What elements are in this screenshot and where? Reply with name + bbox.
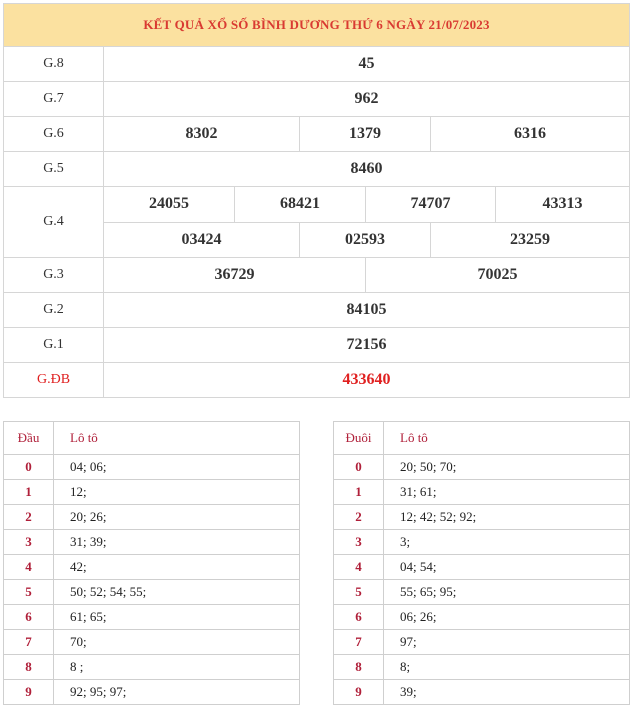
row-loto-values: 61; 65; [54, 605, 300, 630]
table-row [4, 630, 300, 655]
prize-number: 70025 [366, 257, 630, 292]
row-loto-values: 42; [54, 555, 300, 580]
prize-number: 23259 [431, 222, 630, 257]
row-loto-values: 8 ; [54, 655, 300, 680]
row-loto-values: 20; 26; [54, 505, 300, 530]
prize-number: 02593 [300, 222, 431, 257]
prize-label-g8: G.8 [4, 47, 104, 82]
row-digit: 7 [334, 630, 384, 655]
column-header-head: Đầu [4, 422, 54, 455]
row-digit: 8 [334, 655, 384, 680]
table-row [4, 455, 300, 480]
table-row [4, 480, 300, 505]
row-loto-values: 92; 95; 97; [54, 680, 300, 705]
prize-label-g6: G.6 [4, 117, 104, 152]
row-digit: 9 [334, 680, 384, 705]
prize-number: 1379 [300, 117, 431, 152]
table-row [4, 580, 300, 605]
loto-head-table [3, 421, 300, 705]
prize-number: 36729 [104, 257, 366, 292]
table-row [334, 480, 630, 505]
row-digit: 2 [4, 505, 54, 530]
row-digit: 3 [334, 530, 384, 555]
row-digit: 2 [334, 505, 384, 530]
row-loto-values: 06; 26; [384, 605, 630, 630]
table-row [4, 655, 300, 680]
row-digit: 5 [334, 580, 384, 605]
prize-number: 74707 [366, 187, 496, 222]
row-loto-values: 70; [54, 630, 300, 655]
prize-number: 72156 [104, 327, 630, 362]
prize-label-g2: G.2 [4, 292, 104, 327]
row-loto-values: 39; [384, 680, 630, 705]
row-loto-values: 55; 65; 95; [384, 580, 630, 605]
prize-label-g4: G.4 [4, 187, 104, 257]
row-digit: 3 [4, 530, 54, 555]
table-row [334, 680, 630, 705]
prize-number: 6316 [431, 117, 630, 152]
row-digit: 4 [4, 555, 54, 580]
row-digit: 0 [334, 455, 384, 480]
table-row [334, 655, 630, 680]
row-loto-values: 31; 61; [384, 480, 630, 505]
row-digit: 9 [4, 680, 54, 705]
prize-label-g5: G.5 [4, 152, 104, 187]
table-row [4, 530, 300, 555]
row-loto-values: 50; 52; 54; 55; [54, 580, 300, 605]
row-loto-values: 04; 54; [384, 555, 630, 580]
table-row [334, 505, 630, 530]
row-loto-values: 04; 06; [54, 455, 300, 480]
prize-number: 962 [104, 82, 630, 117]
row-loto-values: 12; 42; 52; 92; [384, 505, 630, 530]
results-title: KẾT QUẢ XỔ SỐ BÌNH DƯƠNG THỨ 6 NGÀY 21/07/2023 [4, 4, 630, 47]
table-row [334, 555, 630, 580]
row-digit: 5 [4, 580, 54, 605]
row-digit: 7 [4, 630, 54, 655]
table-row [334, 580, 630, 605]
loto-tail-table [333, 421, 630, 705]
prize-number: 8302 [104, 117, 300, 152]
prize-number: 8460 [104, 152, 630, 187]
prize-label-g1: G.1 [4, 327, 104, 362]
row-digit: 1 [4, 480, 54, 505]
prize-number: 68421 [235, 187, 366, 222]
table-row [4, 605, 300, 630]
column-header-tail: Đuôi [334, 422, 384, 455]
prize-number: 43313 [496, 187, 630, 222]
table-row [4, 505, 300, 530]
prize-number: 24055 [104, 187, 235, 222]
row-digit: 0 [4, 455, 54, 480]
prize-label-g7: G.7 [4, 82, 104, 117]
column-header-loto: Lô tô [54, 422, 300, 455]
row-loto-values: 31; 39; [54, 530, 300, 555]
row-digit: 4 [334, 555, 384, 580]
row-loto-values: 20; 50; 70; [384, 455, 630, 480]
prize-number: 84105 [104, 292, 630, 327]
table-row [334, 455, 630, 480]
row-loto-values: 12; [54, 480, 300, 505]
table-row [4, 555, 300, 580]
row-digit: 6 [4, 605, 54, 630]
table-row [334, 630, 630, 655]
prize-number: 03424 [104, 222, 300, 257]
row-digit: 6 [334, 605, 384, 630]
column-header-loto: Lô tô [384, 422, 630, 455]
prize-number: 45 [104, 47, 630, 82]
table-row [334, 605, 630, 630]
results-table [3, 3, 630, 398]
special-prize-number: 433640 [104, 362, 630, 397]
table-row [334, 530, 630, 555]
row-loto-values: 97; [384, 630, 630, 655]
row-loto-values: 3; [384, 530, 630, 555]
table-row [4, 680, 300, 705]
prize-label-special: G.ĐB [4, 362, 104, 397]
prize-label-g3: G.3 [4, 257, 104, 292]
row-loto-values: 8; [384, 655, 630, 680]
row-digit: 1 [334, 480, 384, 505]
row-digit: 8 [4, 655, 54, 680]
